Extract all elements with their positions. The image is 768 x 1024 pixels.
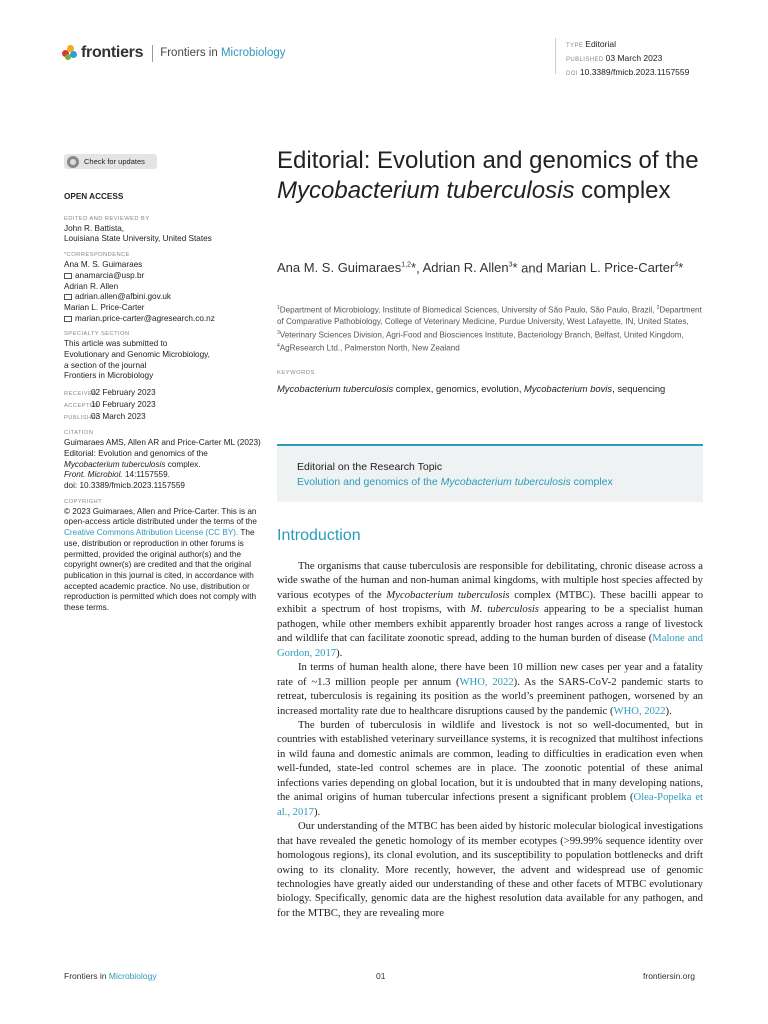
sidebar [64,192,264,614]
meta-key: DOI [566,71,578,77]
footer-site-link[interactable]: frontiersin.org [643,971,695,981]
citation-link[interactable]: Malone and Gordon, 2017 [277,633,704,659]
affiliation-text: AgResearch Ltd., Palmerston North, New Zealand [279,343,460,353]
research-topic-label: Editorial on the Research Topic [297,461,443,473]
meta-row [566,66,689,80]
copyright-label: COPYRIGHT [64,498,103,505]
italic-term: Mycobacterium tuberculosis [386,589,510,601]
affiliation-text: Department of Comparative Pathobiology, College of Veterinary Medicine, Purdue University, West Lafayette, IN, United States, [277,305,702,327]
specialty-label: SPECIALTY SECTION [64,331,130,338]
copyright-text: © 2023 Guimaraes, Allen and Price-Carter. This is an open-access article distributed under the terms of the Creative Commons Attribution License (CC BY). The use, distribution or reproduction in other forums is permitted, provided the original author(s) and the copyright owner(s) are credited and that the original publication in this journal is cited, in accordance with accepted academic practice. No use, distribution or reproduction is permitted which does not comply with these terms. [64,506,257,613]
correspondent-email[interactable]: adrian.allen@afbini.gov.uk [75,292,172,302]
affiliation-text: Department of Microbiology, Institute of Biomedical Sciences, University of São Paulo, São Paulo, Brazil, [279,305,657,315]
meta-row [566,52,689,66]
affiliation-number: 3 [277,329,280,336]
date-key: ACCEPTED [64,402,99,409]
journal-name[interactable]: Frontiers in Microbiology [160,47,286,59]
article-meta [555,38,690,77]
corresponding-mark: * [512,260,518,276]
body-text [277,560,703,921]
citation-link[interactable]: WHO, 2022 [459,676,514,688]
author-affiliation-number: 3 [508,262,513,269]
affiliation-text: Veterinary Sciences Division, Agri-Food and Biosciences Institute, Bacteriology Branch, Belfast, United Kingdom, [279,330,684,340]
citation-label: CITATION [64,430,94,437]
frontiers-logo-icon [62,45,78,61]
corresponding-mark: * [411,260,417,276]
author-name: Adrian R. Allen [422,260,509,276]
author-affiliation-number: 1,2 [401,262,412,269]
research-topic-box [277,444,703,502]
author[interactable] [423,260,518,275]
meta-value: Editorial [585,39,616,49]
keywords: Mycobacterium tuberculosis complex, genomics, evolution, Mycobacterium bovis, sequencing [277,383,666,394]
corresponding-mark: * [678,260,684,276]
citation-link[interactable]: Olea-Popelka et al., 2017 [277,792,704,818]
check-for-updates-button[interactable] [64,154,157,169]
paragraph: Our understanding of the MTBC has been aided by historic molecular biological investigations that have revealed the genetic homology of its member ecotypes (>99.99% sequence identity over homologous regions), its clonal evolution, and its susceptibility to population bottlenecks and drift owing to its clonality. More recently, however, the advent and widespread use of genomic technologies have greatly aided our understanding of these and other facets of MTBC evolutionary biology. Specifically, genomic data are the highest resolution data available for any pathogen, and for the MTBC, they are revealing more [277,821,703,919]
citation-link[interactable]: WHO, 2022 [613,705,666,717]
date-key: RECEIVED [64,391,97,398]
specialty-line: a section of the journal [64,360,147,370]
affiliation-number: 4 [277,343,280,350]
frontiers-logo[interactable] [62,44,286,62]
research-topic-link[interactable]: Evolution and genomics of the Mycobacterium tuberculosis complex [297,476,613,488]
correspondent-name: Marian L. Price-Carter [64,302,145,312]
date-value: 03 March 2023 [91,411,146,421]
correspondent-email[interactable]: anamarcia@usp.br [75,270,145,280]
author-list: Ana M. S. Guimaraes$^{1,2}$*, Adrian R. Allen$^3$* and Marian L. Price-Carter$^4$* [277,260,684,276]
italic-term: M. tuberculosis [470,604,539,616]
correspondence-list [64,260,264,324]
correspondent-email-row [64,271,264,282]
logo-divider [152,45,153,62]
correspondent-email-row [64,314,264,325]
editor-name: John R. Battista, [64,223,125,233]
correspondent-name: Ana M. S. Guimaraes [64,260,143,270]
author[interactable] [546,260,683,275]
date-value: 10 February 2023 [91,399,156,409]
meta-row [566,38,689,52]
meta-key: TYPE [566,43,584,49]
author-affiliation-number: 4 [674,262,679,269]
meta-value: 03 March 2023 [605,53,663,63]
paragraph: The organisms that cause tuberculosis are responsible for debilitating, chronic disease across a wide swathe of the human and non-human animal kingdoms, with multiple host species affected by various ecotypes of the Mycobacterium tuberculosis complex (MTBC). These bacilli appear to exhibit a spectrum of host tropisms, with M. tuberculosis appearing to be a specialist human pathogen, while other members exhibit apparently broader host ranges across a range of livestock and wildlife that can facilitate zoonotic spread, adding to the human burden of disease (Malone and Gordon, 2017). [277,561,704,659]
envelope-icon [64,294,72,300]
specialty-line: This article was submitted to [64,339,168,349]
keyword: genomics [435,383,477,394]
affiliation-number: 1 [277,305,280,311]
specialty-line: Frontiers in Microbiology [64,371,154,381]
crossmark-icon [67,156,79,168]
article-title: Editorial: Evolution and genomics of the Mycobacterium tuberculosis complex [277,147,699,204]
section-heading-introduction: Introduction [277,527,361,544]
footer-journal[interactable]: Frontiers in Microbiology [64,971,157,981]
envelope-icon [64,316,72,322]
date-row [64,412,264,424]
cc-by-link[interactable]: Creative Commons Attribution License (CC BY). [64,528,239,538]
meta-value[interactable]: 10.3389/fmicb.2023.1157559 [579,67,690,77]
article-dates [64,388,264,423]
date-value: 02 February 2023 [91,388,156,398]
paragraph: In terms of human health alone, there have been 10 million new cases per year and a fatality rate of ~1.3 million people per annum (WHO, 2022). As the SARS-CoV-2 pandemic starts to retreat, tuberculosis is regaining its position as the world’s preeminent pathogen, worsened by an increased mortality rate due to healthcare disruptions caused by the pandemic (WHO, 2022). [277,662,704,717]
date-row [64,400,264,412]
page-number: 01 [376,971,386,981]
keyword: sequencing [617,383,666,394]
specialty-section [64,339,264,382]
open-access-badge: OPEN ACCESS [64,192,124,201]
keyword: Mycobacterium tuberculosis [277,383,394,394]
affiliations [277,303,707,354]
keywords-label: KEYWORDS [277,370,315,376]
author-name: Marian L. Price-Carter [546,260,675,276]
date-key: PUBLISHED [64,414,101,421]
date-row [64,388,264,400]
affiliation-number: 2 [656,305,660,311]
keyword: Mycobacterium bovis [524,383,613,394]
editor-affiliation: Louisiana State University, United States [64,234,212,244]
envelope-icon [64,273,72,279]
author-name: Ana M. S. Guimaraes [277,260,402,276]
correspondent-name: Adrian R. Allen [64,281,119,291]
edited-label: EDITED AND REVIEWED BY [64,215,150,222]
correspondent-email[interactable]: marian.price-carter@agresearch.co.nz [75,313,215,323]
author[interactable] [277,260,416,275]
check-updates-label: Check for updates [84,157,145,166]
citation-text: Guimaraes AMS, Allen AR and Price-Carter ML (2023) Editorial: Evolution and genomics of the Mycobacterium tuberculosis complex. Front. Microbiol. 14:1157559. doi: 10.3389/fmicb.2023.1157559 [64,438,261,491]
keyword: evolution [481,383,519,394]
correspondent-email-row [64,292,264,303]
correspondence-label: *CORRESPONDENCE [64,252,130,259]
meta-key: PUBLISHED [566,57,604,63]
paragraph: The burden of tuberculosis in wildlife and livestock is not so well-documented, but in countries with established veterinary surveillance systems, it is recognized that multihost infections in wild fauna and domestic animals are common, leading to difficulties in eradication even when well-funded, state-led control schemes are in place. The zoonotic potential of these animal infections varies depending on global location, but it is undoubted that in many developing nations, the animal origins of human tubercular infections present a significant problem (Olea-Popelka et al., 2017). [277,719,704,818]
brand-name: frontiers [81,44,144,61]
specialty-line: Evolutionary and Genomic Microbiology, [64,350,210,360]
